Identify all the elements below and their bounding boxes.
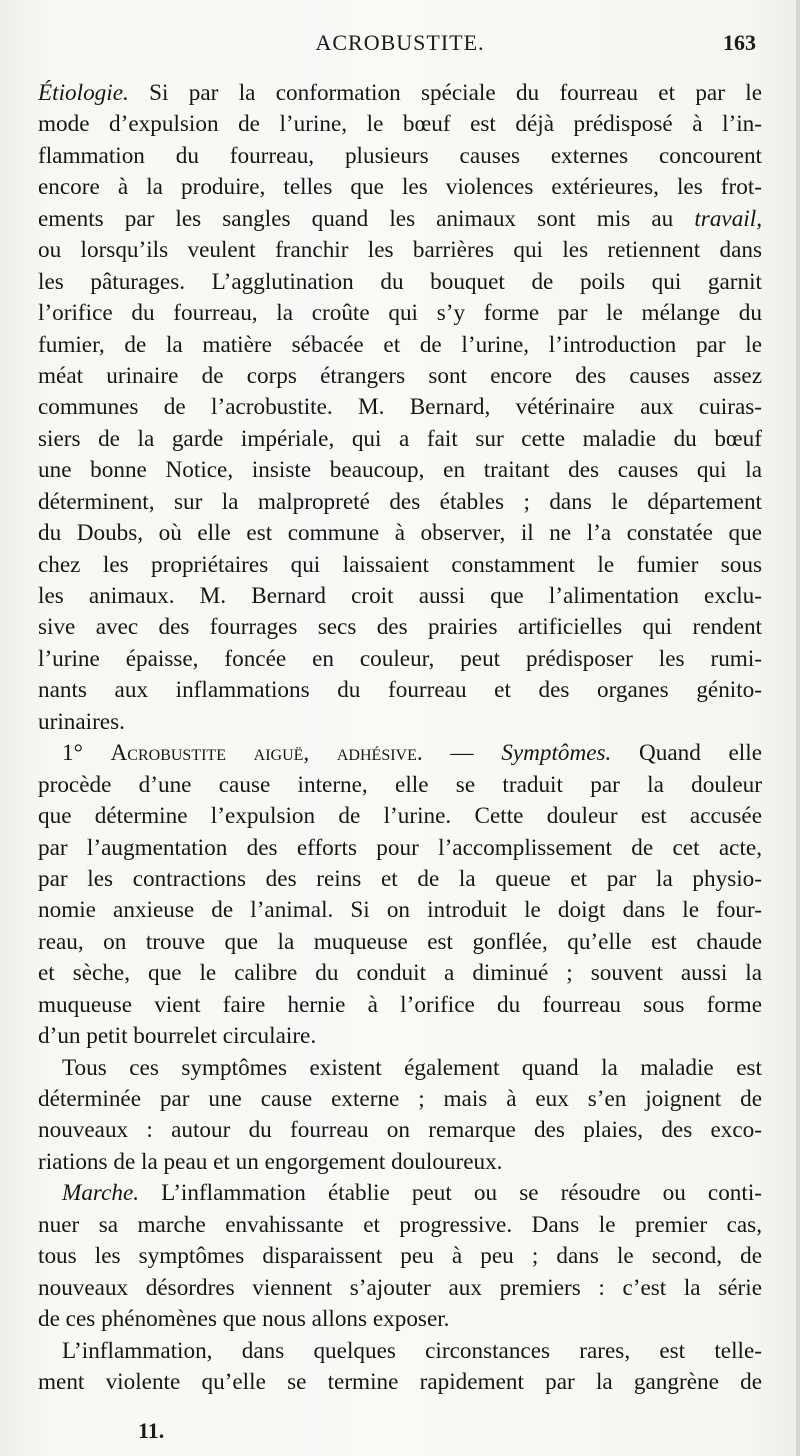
- text-line: [38, 1336, 762, 1367]
- paragraph: [38, 1336, 762, 1399]
- text-segment: fumier, de la matière sébacée et de l’urine, l’introduction par le: [38, 331, 762, 358]
- text-line: [38, 141, 762, 172]
- text-segment: Tous ces symptômes existent également quand la maladie est: [62, 1054, 762, 1081]
- text-line: [38, 172, 762, 203]
- text-line: [38, 78, 762, 109]
- text-segment: nouveaux désordres viennent s’ajouter aux premiers : c’est la série: [38, 1274, 762, 1301]
- italic-text: Marche.: [62, 1180, 140, 1207]
- text-segment: encore à la produire, telles que les violences extérieures, les frot-: [38, 174, 762, 201]
- small-caps-text: Acrobustite aiguë, adhésive.: [110, 740, 423, 767]
- text-segment: une bonne Notice, insiste beaucoup, en traitant des causes qui la: [38, 457, 762, 484]
- text-line: [38, 1084, 762, 1115]
- text-segment: d’un petit bourrelet circulaire.: [38, 1023, 317, 1050]
- text-line: [38, 770, 762, 801]
- text-segment: nouveaux : autour du fourreau on remarque des plaies, des exco-: [38, 1117, 762, 1144]
- text-line: [38, 204, 762, 235]
- running-head: [36, 30, 764, 64]
- text-segment: l’urine épaisse, foncée en couleur, peut prédisposer les rumi-: [38, 645, 762, 672]
- text-segment: siers de la garde impériale, qui a fait sur cette maladie du bœuf: [38, 425, 762, 452]
- text-segment: du Doubs, où elle est commune à observer, il ne l’a constatée que: [38, 520, 762, 547]
- text-segment: chez les propriétaires qui laissaient constamment le fumier sous: [38, 551, 762, 578]
- text-line: [38, 361, 762, 392]
- text-line: [38, 109, 762, 140]
- paragraph: [38, 78, 762, 738]
- text-segment: L’inflammation, dans quelques circonstances rares, est telle-: [62, 1337, 762, 1364]
- paragraph: [38, 738, 762, 1052]
- text-segment: reau, on trouve que la muqueuse est gonflée, qu’elle est chaude: [38, 928, 762, 955]
- text-segment: 1°: [62, 740, 111, 767]
- text-segment: muqueuse vient faire hernie à l’orifice du fourreau sous forme: [38, 991, 762, 1018]
- signature-mark: 11.: [138, 1418, 165, 1443]
- text-line: [38, 235, 762, 266]
- text-segment: riations de la peau et un engorgement douloureux.: [38, 1148, 503, 1175]
- text-segment: ou lorsqu’ils veulent franchir les barrières qui les retiennent dans: [38, 237, 762, 264]
- text-segment: tous les symptômes disparaissent peu à peu ; dans le second, de: [38, 1243, 762, 1270]
- paragraph: [38, 1053, 762, 1179]
- text-segment: que détermine l’expulsion de l’urine. Cette douleur est accusée: [38, 803, 762, 830]
- body-text: [38, 78, 762, 1398]
- text-segment: nants aux inflammations du fourreau et des organes génito-: [38, 677, 762, 704]
- text-segment: nomie anxieuse de l’animal. Si on introduit le doigt dans le four-: [38, 897, 762, 924]
- text-segment: et sèche, que le calibre du conduit a diminué ; souvent aussi la: [38, 960, 762, 987]
- text-line: [38, 392, 762, 423]
- text-segment: mode d’expulsion de l’urine, le bœuf est déjà prédisposé à l’in-: [38, 111, 762, 138]
- text-line: [38, 455, 762, 486]
- text-line: [38, 612, 762, 643]
- text-line: [38, 1210, 762, 1241]
- text-line: [38, 958, 762, 989]
- text-line: [38, 990, 762, 1021]
- page-number: 163: [723, 30, 756, 55]
- text-line: [38, 864, 762, 895]
- text-line: [38, 801, 762, 832]
- text-segment: procède d’une cause interne, elle se traduit par la douleur: [38, 771, 762, 798]
- text-segment: ment violente qu’elle se termine rapidement par la gangrène de: [38, 1368, 762, 1395]
- text-segment: les pâturages. L’agglutination du bouquet de poils qui garnit: [38, 268, 762, 295]
- text-line: [38, 1178, 762, 1209]
- text-line: [38, 927, 762, 958]
- paragraph: [38, 1178, 762, 1335]
- text-line: [38, 518, 762, 549]
- text-segment: déterminent, sur la malpropreté des étables ; dans le département: [38, 488, 762, 515]
- text-segment: déterminée par une cause externe ; mais à eux s’en joignent de: [38, 1086, 762, 1112]
- text-line: [38, 895, 762, 926]
- text-line: [38, 267, 762, 298]
- text-line: [38, 1241, 762, 1272]
- text-segment: Quand elle: [611, 740, 762, 767]
- text-segment: par les contractions des reins et de la queue et par la physio-: [38, 865, 762, 892]
- text-segment: méat urinaire de corps étrangers sont encore des causes assez: [38, 362, 762, 389]
- text-line: [38, 1115, 762, 1146]
- text-segment: l’orifice du fourreau, la croûte qui s’y forme par le mélange du: [38, 300, 762, 327]
- text-line: [38, 675, 762, 706]
- running-title: ACROBUSTITE.: [315, 30, 485, 55]
- text-segment: nuer sa marche envahissante et progressive. Dans le premier cas,: [38, 1211, 762, 1238]
- text-segment: de ces phénomènes que nous allons exposer.: [38, 1306, 450, 1333]
- italic-text: Symptômes.: [501, 740, 612, 767]
- text-line: [38, 644, 762, 675]
- text-segment: Si par la conformation spéciale du fourreau et par le: [128, 80, 762, 106]
- text-line: [38, 1147, 762, 1178]
- text-line: [38, 550, 762, 581]
- text-segment: ements par les sangles quand les animaux sont mis au: [38, 205, 695, 232]
- text-line: [38, 833, 762, 864]
- text-segment: flammation du fourreau, plusieurs causes externes concourent: [38, 142, 762, 169]
- text-segment: sive avec des fourrages secs des prairies artificielles qui rendent: [38, 614, 762, 641]
- text-line: [38, 424, 762, 455]
- text-line: [38, 1021, 762, 1052]
- text-segment: communes de l’acrobustite. M. Bernard, vétérinaire aux cuiras-: [38, 394, 762, 421]
- text-line: [38, 330, 762, 361]
- text-line: [38, 707, 762, 738]
- text-line: [38, 1367, 762, 1398]
- text-line: [38, 1053, 762, 1084]
- text-segment: par l’augmentation des efforts pour l’accomplissement de cet acte,: [38, 834, 762, 861]
- text-line: [38, 298, 762, 329]
- text-line: [38, 487, 762, 518]
- text-segment: L’inflammation établie peut ou se résoudre ou conti-: [139, 1180, 762, 1207]
- page-edge: [796, 0, 800, 1456]
- text-line: [38, 1304, 762, 1335]
- text-segment: urinaires.: [38, 708, 125, 735]
- italic-text: Étiologie.: [38, 80, 129, 106]
- text-line: [38, 581, 762, 612]
- text-segment: les animaux. M. Bernard croit aussi que l’alimentation exclu-: [38, 583, 762, 609]
- text-line: [38, 1273, 762, 1304]
- text-line: [38, 738, 762, 769]
- text-segment: —: [422, 740, 502, 767]
- italic-text: travail,: [694, 205, 762, 232]
